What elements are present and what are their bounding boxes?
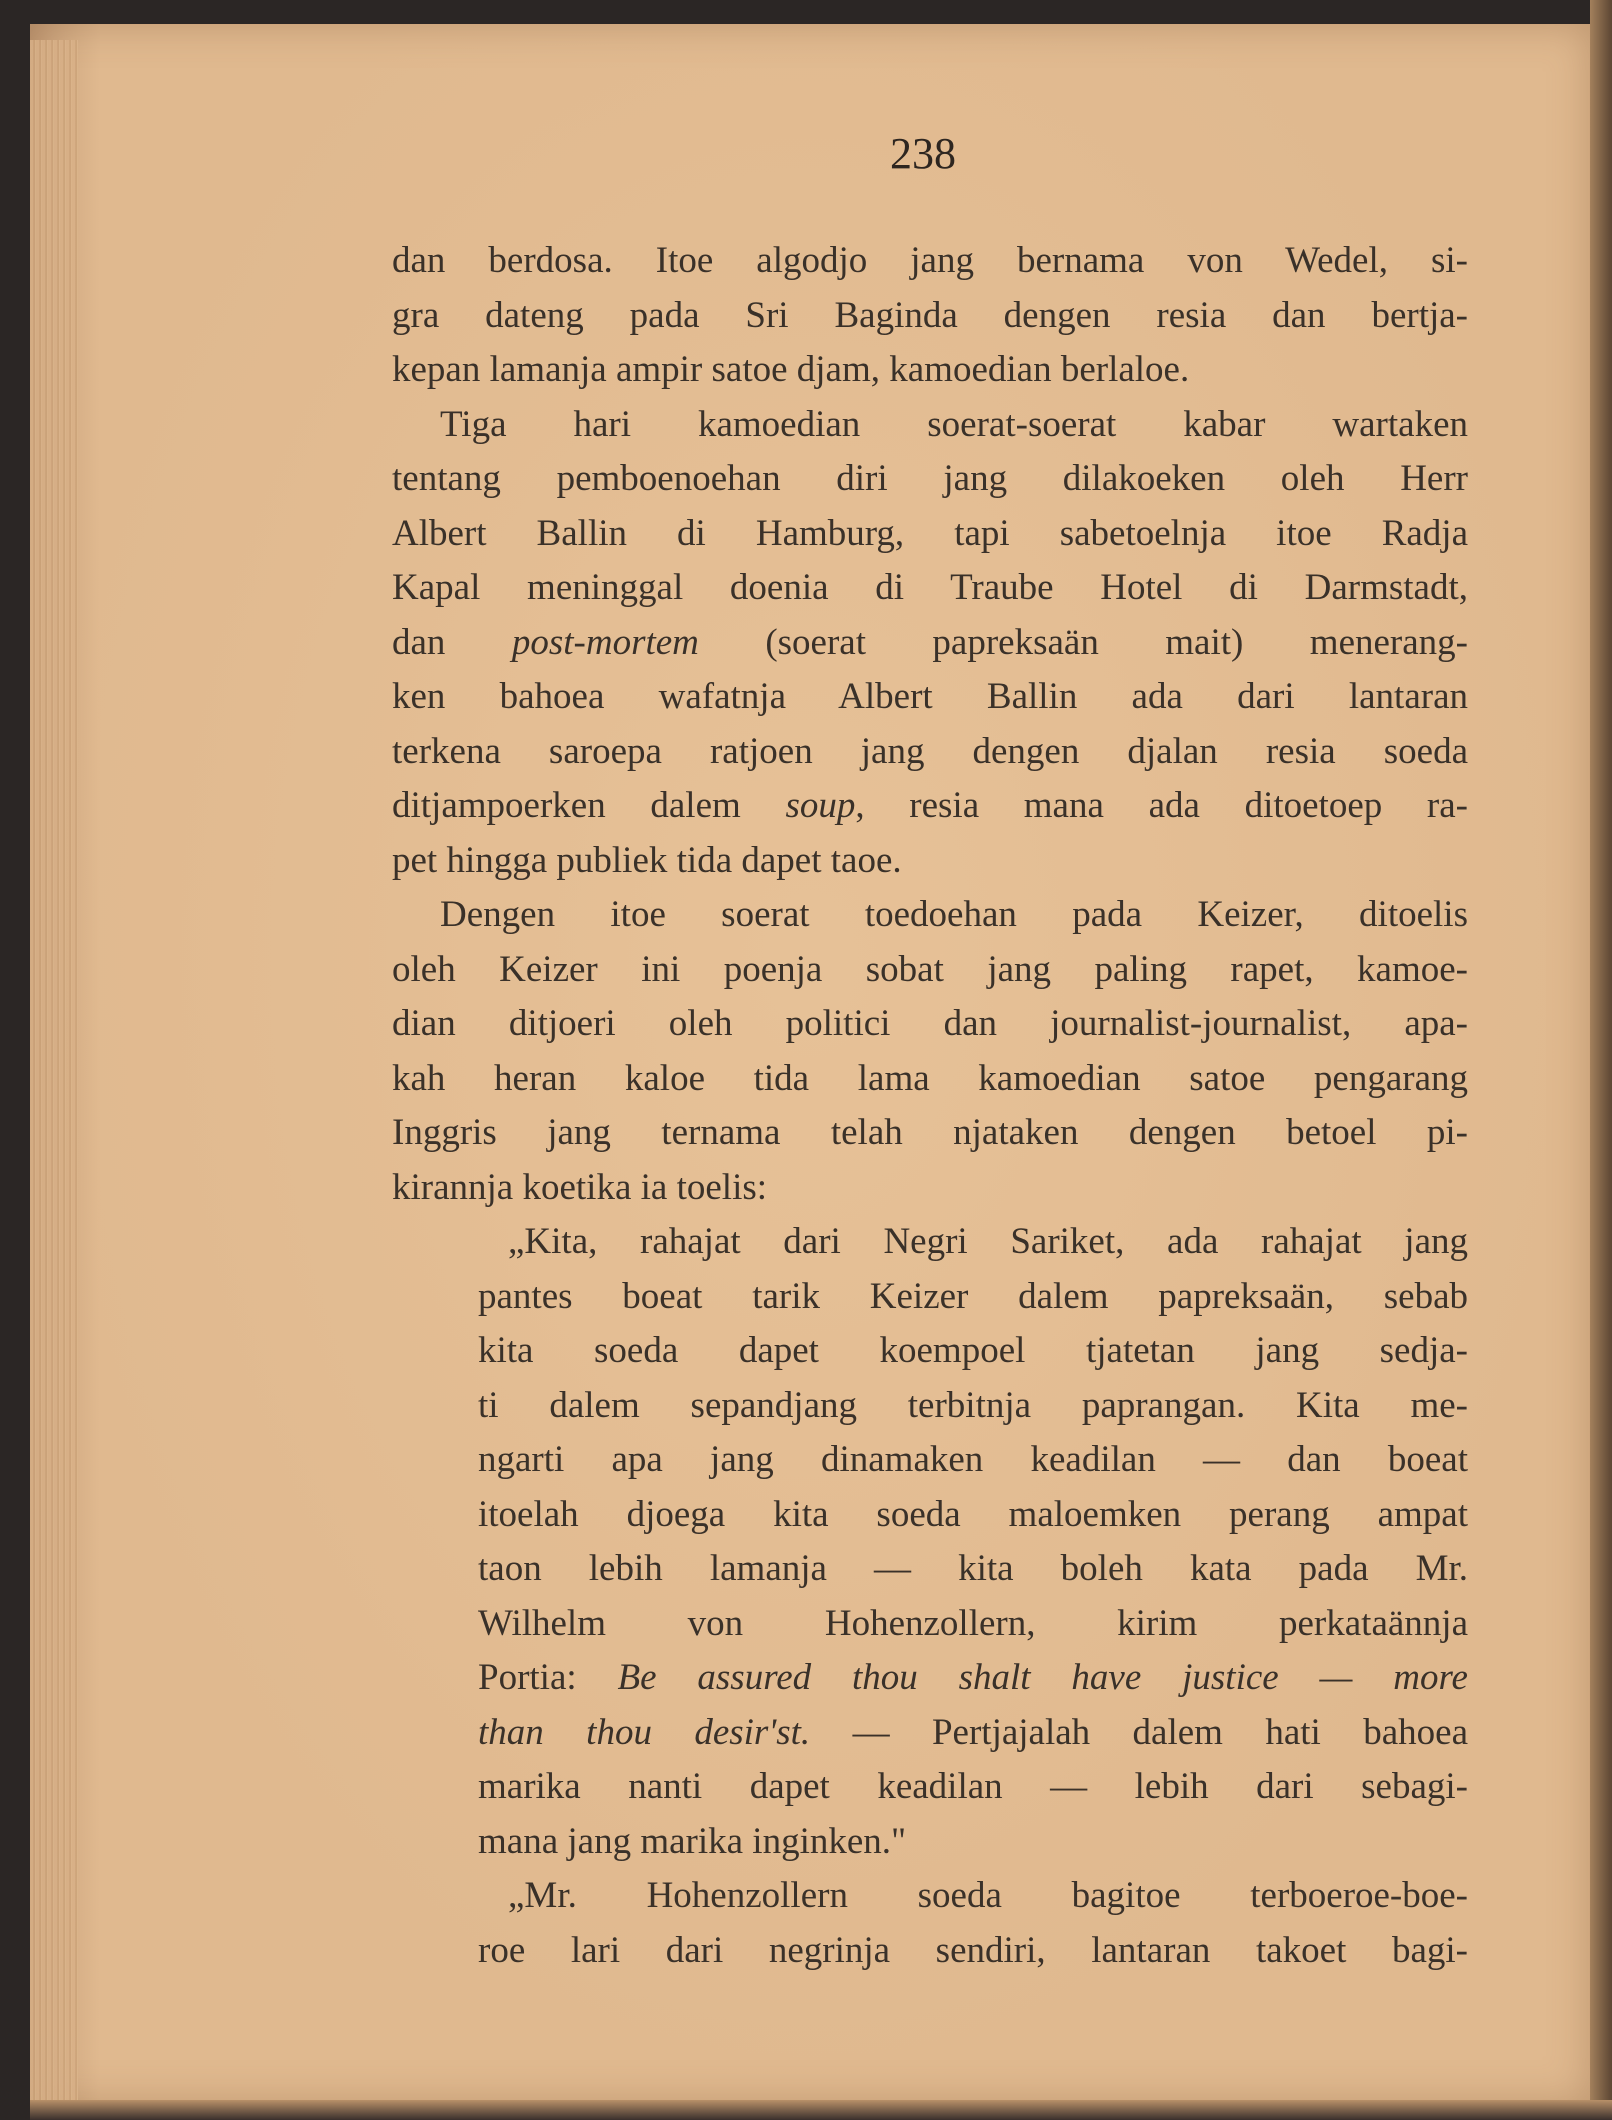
text-line: oleh Keizer ini poenja sobat jang paling rapet, kamoe- — [392, 948, 1468, 990]
text-run: Portia: — [478, 1657, 618, 1698]
quote-line: itoelah djoega kita soeda maloemken perang ampat — [478, 1493, 1468, 1535]
page-stack-edge — [30, 40, 78, 2100]
italic-quote-portia: Be assured thou shalt have justice — more — [617, 1657, 1468, 1698]
body-text — [392, 234, 1468, 1978]
text-line: Albert Ballin di Hamburg, tapi sabetoelnja itoe Radja — [392, 512, 1468, 554]
text-line: pet hingga publiek tida dapet taoe. — [392, 839, 902, 881]
paragraph-1 — [392, 234, 1468, 398]
text-line: kah heran kaloe tida lama kamoedian satoe pengarang — [392, 1057, 1468, 1099]
italic-term-soup: soup — [785, 785, 856, 826]
text-line: terkena saroepa ratjoen jang dengen djalan resia soeda — [392, 730, 1468, 772]
text-line: dan berdosa. Itoe algodjo jang bernama von Wedel, si- — [392, 240, 1468, 281]
text-line-with-italic — [392, 616, 1468, 671]
quote-line: Wilhelm von Hohenzollern, kirim perkataännja — [478, 1602, 1468, 1644]
italic-term-post-mortem: post-mortem — [511, 621, 699, 663]
page-number: 238 — [890, 129, 956, 178]
block-quote-1 — [392, 1215, 1468, 1869]
text-line: Tiga hari kamoedian soerat-soerat kabar wartaken — [440, 403, 1468, 445]
text-line: kirannja koetika ia toelis: — [392, 1166, 768, 1208]
paragraph-2 — [392, 398, 1468, 889]
book-binding-edge — [1590, 0, 1612, 2120]
quote-line: „Mr. Hohenzollern soeda bagitoe terboeroe-boe- — [508, 1875, 1468, 1916]
quote-line: kita soeda dapet koempoel tjatetan jang sedja- — [478, 1330, 1468, 1371]
text-line: gra dateng pada Sri Baginda dengen resia dan bertja- — [392, 294, 1468, 336]
text-line: kepan lamanja ampir satoe djam, kamoedian berlaloe. — [392, 349, 1190, 390]
book-bottom-edge — [30, 2100, 1612, 2120]
text-line: Dengen itoe soerat toedoehan pada Keizer, ditoelis — [440, 894, 1468, 935]
quote-line-with-italic — [478, 1651, 1468, 1706]
quote-line: marika nanti dapet keadilan — lebih dari sebagi- — [478, 1766, 1468, 1807]
quote-line: ti dalem sepandjang terbitnja paprangan. Kita me- — [478, 1384, 1468, 1426]
text-run: ditjampoerken dalem — [392, 785, 786, 826]
paragraph-3 — [392, 888, 1468, 1215]
quote-line-with-italic — [478, 1706, 1468, 1761]
quote-line: „Kita, rahajat dari Negri Sariket, ada rahajat jang — [508, 1221, 1468, 1262]
block-quote-2 — [392, 1869, 1468, 1978]
text-run: — Pertjajalah dalem hati bahoea — [810, 1711, 1468, 1753]
quote-line: ngarti apa jang dinamaken keadilan — dan boeat — [478, 1439, 1468, 1480]
text-line-with-italic — [392, 779, 1468, 834]
text-run: , resia mana ada ditoetoep ra- — [855, 785, 1468, 826]
text-run: (soerat papreksaän mait) menerang- — [698, 621, 1468, 663]
quote-line: taon lebih lamanja — kita boleh kata pada Mr. — [478, 1548, 1468, 1589]
quote-line: roe lari dari negrinja sendiri, lantaran takoet bagi- — [478, 1929, 1468, 1971]
text-line: tentang pemboenoehan diri jang dilakoeken oleh Herr — [392, 458, 1468, 499]
text-line: ken bahoea wafatnja Albert Ballin ada dari lantaran — [392, 676, 1468, 717]
text-run: dan — [392, 621, 512, 663]
text-line: Kapal meninggal doenia di Traube Hotel di Darmstadt, — [392, 567, 1468, 608]
quote-line: mana jang marika inginken." — [478, 1820, 907, 1862]
quote-line: pantes boeat tarik Keizer dalem papreksaän, sebab — [478, 1275, 1468, 1317]
text-line: Inggris jang ternama telah njataken dengen betoel pi- — [392, 1112, 1468, 1153]
italic-quote-desirst: than thou desir'st. — [478, 1711, 811, 1753]
text-line: dian ditjoeri oleh politici dan journalist-journalist, apa- — [392, 1003, 1468, 1044]
